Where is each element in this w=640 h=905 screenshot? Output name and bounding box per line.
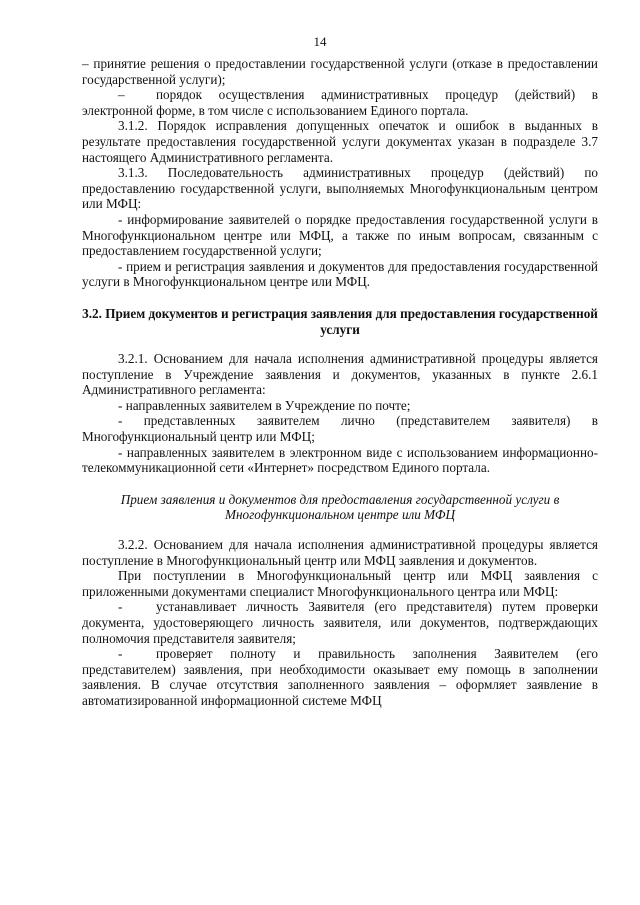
paragraph: - направленных заявителем в Учреждение по почте; — [118, 397, 411, 413]
paragraph-text: порядок осуществления административных процедур (действий) в электронной форме, в том числе с использованием Единого портала. — [82, 87, 598, 118]
paragraph: - представленных заявителем лично (представителем заявителя) в Многофункциональный центр или МФЦ; — [82, 413, 598, 445]
paragraph: 3.2.1. Основанием для начала исполнения административной процедуры является поступление в Учреждение заявления и документов, указанных в пункте 2.6.1 Административного регламента: — [82, 351, 598, 398]
document-body — [82, 56, 598, 709]
section-heading: 3.2. Прием документов и регистрация заявления для предоставления государственной услуги — [82, 305, 598, 337]
subsection-heading: Прием заявления и документов для предоставления государственной услуги в Многофункциональном центре или МФЦ — [120, 491, 560, 523]
paragraph-text: устанавливает личность Заявителя (его представителя) путем проверки документа, удостоверяющего личность заявителя, или документов, подтверждающих полномочия представителя заявителя; — [82, 599, 598, 646]
list-dash: - — [118, 646, 123, 662]
paragraph-text: проверяет полноту и правильность заполнения Заявителем (его представителем) заявления, при необходимости оказывает ему помощь в заполнении заявления. В случае отсутствия заполненного заявления – оформляет заявление в автоматизированной информационной системе МФЦ — [82, 646, 598, 708]
paragraph: - информирование заявителей о порядке предоставления государственной услуги в Многофункциональном центре или МФЦ, а также по иным вопросам, связанным с предоставлением государственной услуги; — [82, 211, 598, 259]
paragraph: - прием и регистрация заявления и документов для предоставления государственной услуги в Многофункциональном центре или МФЦ. — [82, 258, 598, 290]
list-dash: - — [118, 599, 123, 615]
paragraph: 3.2.2. Основанием для начала исполнения административной процедуры является поступление в Многофункциональный центр или МФЦ заявления и документов. — [82, 537, 598, 568]
list-dash: – — [118, 87, 125, 103]
paragraph: 3.1.3. Последовательность административных процедур (действий) по предоставлению государственной услуги, выполняемых Многофункциональным центром или МФЦ: — [82, 165, 598, 212]
page-number: 14 — [313, 34, 327, 49]
paragraph: При поступлении в Многофункциональный центр или МФЦ заявления с приложенными документами специалист Многофункционального центра или МФЦ: — [82, 568, 598, 599]
paragraph: - направленных заявителем в электронном виде с использованием информационно-телекоммуникационной сети «Интернет» посредством Единого портала. — [82, 444, 598, 476]
paragraph — [82, 646, 598, 708]
paragraph — [82, 87, 598, 118]
paragraph: – принятие решения о предоставлении государственной услуги (отказе в предоставлении государственной услуги); — [82, 56, 598, 87]
paragraph — [82, 599, 598, 646]
paragraph: 3.1.2. Порядок исправления допущенных опечаток и ошибок в выданных в результате предоставления государственной услуги документах указан в подразделе 3.7 настоящего Административного регламента. — [82, 118, 598, 165]
